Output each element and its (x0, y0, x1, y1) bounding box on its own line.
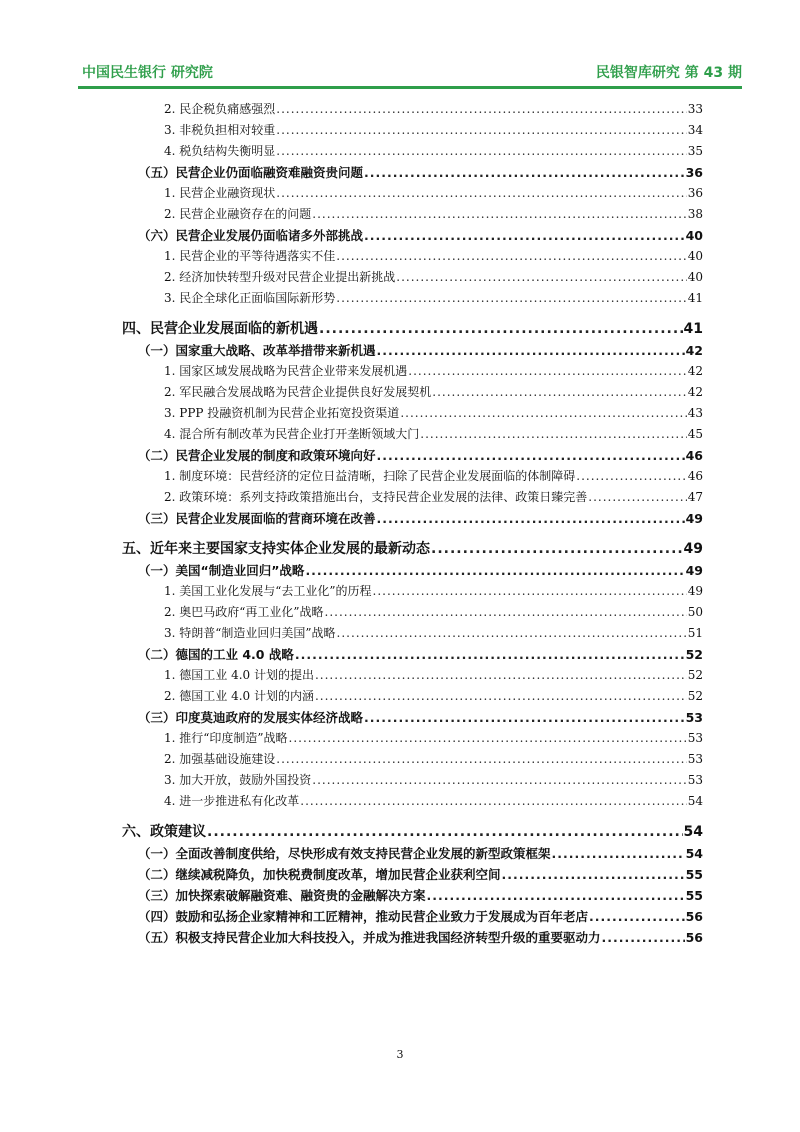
toc-entry[interactable] (164, 121, 703, 138)
toc-entry-page: 53 (687, 752, 703, 766)
toc-entry[interactable] (164, 404, 703, 421)
toc-entry-title: 2. 民企税负痛感强烈 (164, 102, 276, 116)
toc-dot-leader (400, 406, 686, 420)
toc-entry-page: 53 (687, 773, 703, 787)
toc-entry-page: 40 (687, 249, 703, 263)
toc-entry-title: 4. 进一步推进私有化改革 (164, 794, 300, 808)
toc-entry-page: 42 (685, 343, 703, 358)
toc-entry-page: 34 (687, 123, 703, 137)
toc-entry[interactable] (138, 509, 703, 527)
toc-entry[interactable] (138, 645, 703, 663)
toc-entry-title: （五）积极支持民营企业加大科技投入，并成为推进我国经济转型升级的重要驱动力 (138, 930, 601, 945)
toc-entry-title: 2. 德国工业 4.0 计划的内涵 (164, 689, 314, 703)
toc-dot-leader (312, 773, 686, 787)
toc-entry-page: 49 (687, 584, 703, 598)
toc-entry-page: 40 (687, 270, 703, 284)
toc-entry-page: 33 (687, 102, 703, 116)
toc-dot-leader (589, 909, 685, 924)
toc-entry-title: 1. 德国工业 4.0 计划的提出 (164, 668, 314, 682)
toc-entry-title: 2. 军民融合发展战略为民营企业提供良好发展契机 (164, 385, 432, 399)
toc-entry[interactable] (164, 771, 703, 788)
toc-entry-title: 2. 政策环境：系列支持政策措施出台，支持民营企业发展的法律、政策日臻完善 (164, 490, 588, 504)
toc-dot-leader (325, 605, 687, 619)
toc-entry[interactable] (164, 205, 703, 222)
toc-entry[interactable] (164, 603, 703, 620)
toc-dot-leader (315, 689, 687, 703)
toc-entry-page: 55 (685, 867, 703, 882)
toc-dot-leader (207, 824, 683, 840)
toc-entry-page: 35 (687, 144, 703, 158)
toc-entry[interactable] (164, 184, 703, 201)
toc-dot-leader (319, 321, 683, 337)
toc-entry-title: 1. 美国工业化发展与“去工业化”的历程 (164, 584, 372, 598)
toc-dot-leader (300, 794, 686, 808)
toc-entry[interactable] (138, 844, 703, 862)
header-issue: 民银智库研究 第 43 期 (595, 65, 742, 81)
toc-dot-leader (552, 846, 685, 861)
toc-entry[interactable] (138, 561, 703, 579)
toc-entry-page: 52 (687, 668, 703, 682)
toc-entry[interactable] (164, 289, 703, 306)
toc-entry-page: 53 (685, 710, 703, 725)
toc-entry[interactable] (164, 142, 703, 159)
toc-entry-page: 54 (683, 824, 703, 840)
toc-dot-leader (276, 752, 686, 766)
toc-entry[interactable] (122, 318, 703, 338)
toc-entry[interactable] (164, 425, 703, 442)
page-header (78, 60, 742, 86)
toc-entry[interactable] (138, 226, 703, 244)
toc-entry[interactable] (138, 708, 703, 726)
toc-entry-page: 50 (687, 605, 703, 619)
toc-entry[interactable] (164, 582, 703, 599)
toc-entry-page: 41 (687, 291, 703, 305)
toc-entry[interactable] (164, 729, 703, 746)
toc-entry-page: 49 (685, 511, 703, 526)
toc-entry-title: 2. 经济加快转型升级对民营企业提出新挑战 (164, 270, 396, 284)
toc-entry-title: （二）民营企业发展的制度和政策环境向好 (138, 448, 376, 463)
toc-entry-title: （二）继续减税降负，加快税费制度改革，增加民营企业获利空间 (138, 867, 501, 882)
toc-entry-title: 1. 民营企业融资现状 (164, 186, 276, 200)
toc-entry-title: 2. 加强基础设施建设 (164, 752, 276, 766)
toc-entry-page: 46 (685, 448, 703, 463)
toc-entry-page: 45 (687, 427, 703, 441)
toc-dot-leader (295, 647, 685, 662)
toc-entry-title: 3. 加大开放，鼓励外国投资 (164, 773, 312, 787)
toc-entry-title: 1. 制度环境：民营经济的定位日益清晰，扫除了民营企业发展面临的体制障碍 (164, 469, 576, 483)
toc-entry[interactable] (164, 792, 703, 809)
toc-entry[interactable] (164, 467, 703, 484)
toc-entry[interactable] (164, 362, 703, 379)
header-org-name: 中国民生银行 研究院 (82, 65, 213, 81)
toc-entry-page: 38 (687, 207, 703, 221)
toc-dot-leader (431, 541, 683, 557)
toc-entry-page: 54 (685, 846, 703, 861)
toc-entry-page: 36 (687, 186, 703, 200)
toc-entry-page: 52 (687, 689, 703, 703)
toc-entry[interactable] (164, 666, 703, 683)
toc-entry-title: 3. PPP 投融资机制为民营企业拓宽投资渠道 (164, 406, 400, 420)
toc-entry-page: 53 (687, 731, 703, 745)
toc-dot-leader (364, 165, 685, 180)
toc-entry-title: 四、民营企业发展面临的新机遇 (122, 321, 318, 337)
toc-entry-page: 36 (685, 165, 703, 180)
toc-entry-title: （一）全面改善制度供给，尽快形成有效支持民营企业发展的新型政策框架 (138, 846, 551, 861)
toc-entry[interactable] (164, 100, 703, 117)
toc-entry-title: （一）美国“制造业回归”战略 (138, 563, 305, 578)
toc-entry-title: 3. 非税负担相对较重 (164, 123, 276, 137)
toc-dot-leader (396, 270, 686, 284)
toc-dot-leader (337, 626, 687, 640)
toc-dot-leader (276, 102, 686, 116)
toc-entry-title: （六）民营企业发展仍面临诸多外部挑战 (138, 228, 364, 243)
toc-entry-page: 51 (687, 626, 703, 640)
toc-dot-leader (502, 867, 685, 882)
toc-dot-leader (602, 930, 685, 945)
toc-entry[interactable] (138, 446, 703, 464)
toc-entry[interactable] (164, 268, 703, 285)
toc-entry-page: 42 (687, 364, 703, 378)
toc-dot-leader (588, 490, 686, 504)
toc-entry-title: （四）鼓励和弘扬企业家精神和工匠精神，推动民营企业致力于发展成为百年老店 (138, 909, 589, 924)
toc-entry-page: 43 (687, 406, 703, 420)
toc-dot-leader (289, 731, 687, 745)
header-rule (78, 86, 742, 89)
toc-entry-title: 1. 推行“印度制造”战略 (164, 731, 288, 745)
toc-entry-page: 56 (685, 909, 703, 924)
toc-entry-page: 56 (685, 930, 703, 945)
toc-entry[interactable] (164, 750, 703, 767)
toc-entry-title: 4. 混合所有制改革为民营企业打开垄断领域大门 (164, 427, 420, 441)
toc-entry-page: 46 (687, 469, 703, 483)
toc-entry-title: （二）德国的工业 4.0 战略 (138, 647, 294, 662)
toc-dot-leader (432, 385, 686, 399)
toc-dot-leader (373, 584, 687, 598)
toc-entry-title: 1. 民营企业的平等待遇落实不佳 (164, 249, 336, 263)
toc-dot-leader (276, 123, 686, 137)
toc-entry[interactable] (122, 538, 703, 558)
toc-entry-page: 40 (685, 228, 703, 243)
toc-entry-page: 49 (685, 563, 703, 578)
toc-entry-title: 五、近年来主要国家支持实体企业发展的最新动态 (122, 541, 430, 557)
toc-dot-leader (420, 427, 686, 441)
toc-entry-title: 1. 国家区域发展战略为民营企业带来发展机遇 (164, 364, 408, 378)
toc-entry[interactable] (164, 687, 703, 704)
toc-entry-page: 42 (687, 385, 703, 399)
toc-dot-leader (408, 364, 686, 378)
toc-dot-leader (312, 207, 686, 221)
toc-entry-title: 3. 民企全球化正面临国际新形势 (164, 291, 336, 305)
toc-entry-title: 2. 民营企业融资存在的问题 (164, 207, 312, 221)
toc-entry-page: 47 (687, 490, 703, 504)
toc-entry-page: 52 (685, 647, 703, 662)
toc-dot-leader (364, 710, 685, 725)
toc-entry[interactable] (164, 488, 703, 505)
toc-dot-leader (336, 291, 686, 305)
toc-dot-leader (276, 144, 686, 158)
page-number: 3 (396, 1048, 404, 1061)
toc-entry[interactable] (164, 247, 703, 264)
toc-entry[interactable] (138, 163, 703, 181)
toc-entry[interactable] (164, 383, 703, 400)
toc-dot-leader (276, 186, 686, 200)
toc-dot-leader (336, 249, 686, 263)
toc-entry-title: 2. 奥巴马政府“再工业化”战略 (164, 605, 324, 619)
toc-entry-title: 六、政策建议 (122, 824, 206, 840)
toc-entry-page: 49 (683, 541, 703, 557)
toc-entry-title: （三）民营企业发展面临的营商环境在改善 (138, 511, 376, 526)
toc-entry-page: 55 (685, 888, 703, 903)
toc-dot-leader (315, 668, 687, 682)
toc-entry-title: 3. 特朗普“制造业回归美国”战略 (164, 626, 336, 640)
toc-entry-page: 41 (683, 321, 703, 337)
toc-dot-leader (576, 469, 686, 483)
toc-dot-leader (377, 448, 685, 463)
toc-entry-title: （一）国家重大战略、改革举措带来新机遇 (138, 343, 376, 358)
toc-entry-title: 4. 税负结构失衡明显 (164, 144, 276, 158)
toc-entry[interactable] (138, 886, 703, 904)
toc-entry[interactable] (138, 341, 703, 359)
toc-dot-leader (427, 888, 685, 903)
toc-dot-leader (364, 228, 685, 243)
toc-entry[interactable] (122, 821, 703, 841)
toc-dot-leader (377, 511, 685, 526)
toc-entry[interactable] (138, 907, 703, 925)
toc-entry-title: （三）印度莫迪政府的发展实体经济战略 (138, 710, 364, 725)
toc-entry[interactable] (164, 624, 703, 641)
toc-entry-page: 54 (687, 794, 703, 808)
toc-dot-leader (305, 563, 684, 578)
toc-dot-leader (377, 343, 685, 358)
toc-entry-title: （三）加快探索破解融资难、融资贵的金融解决方案 (138, 888, 426, 903)
toc-entry[interactable] (138, 928, 703, 946)
toc-entry-title: （五）民营企业仍面临融资难融资贵问题 (138, 165, 364, 180)
toc-entry[interactable] (138, 865, 703, 883)
